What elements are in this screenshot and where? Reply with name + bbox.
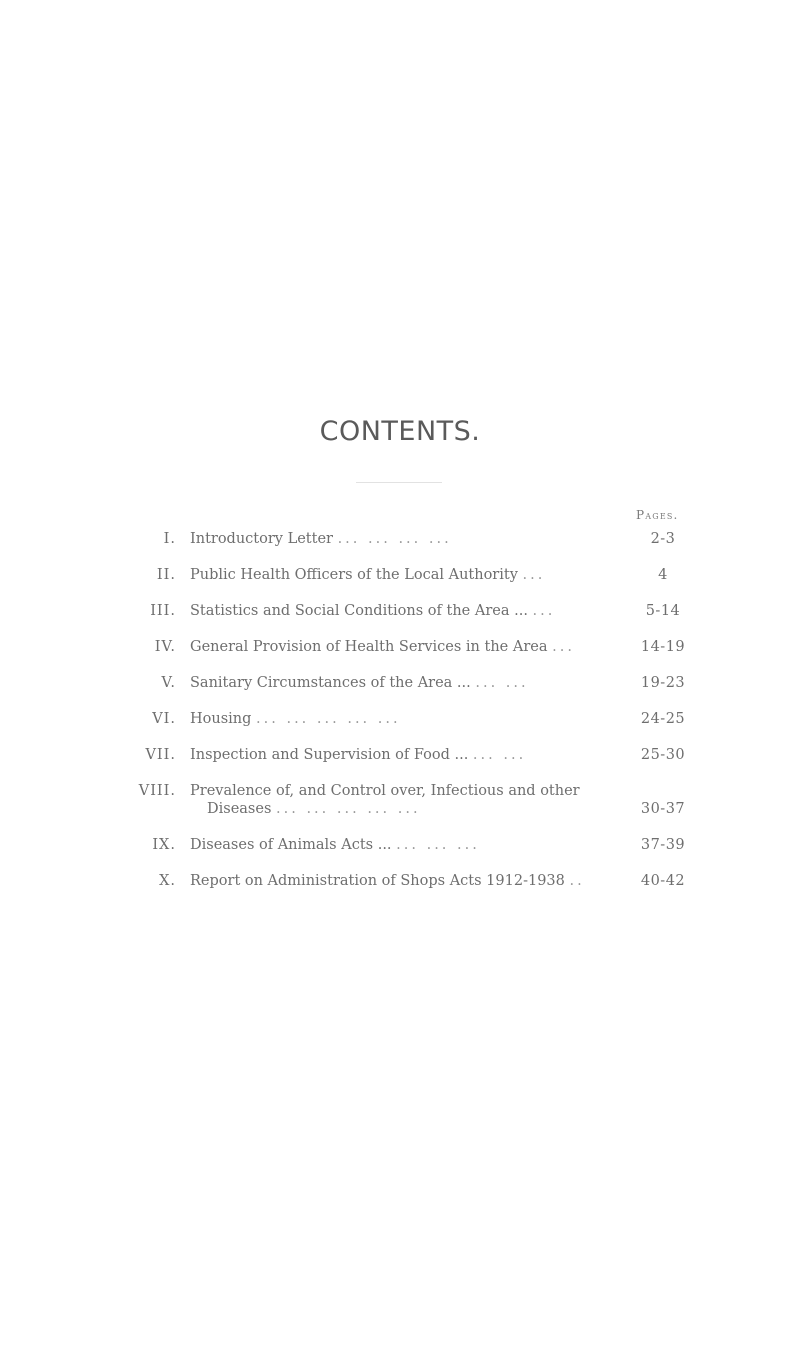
section-number: IV.	[154, 639, 176, 655]
page-range: 24-25	[640, 711, 686, 727]
section-title: Public Health Officers of the Local Authority ...	[190, 567, 546, 583]
section-title: Report on Administration of Shops Acts 1912-1938 ..	[190, 873, 585, 889]
page-range: 14-19	[640, 639, 686, 655]
leader-dots: ...	[522, 567, 546, 583]
toc-entry	[0, 638, 800, 674]
toc-entry	[0, 674, 800, 710]
page-range: 2-3	[650, 531, 676, 547]
toc-entry	[0, 530, 800, 566]
toc-entry	[0, 710, 800, 746]
section-number: VII.	[145, 747, 176, 763]
section-number: I.	[163, 531, 176, 547]
toc-entry	[0, 782, 800, 836]
section-number: VIII.	[138, 783, 176, 799]
section-title: Housing ... ... ... ... ...	[190, 711, 401, 727]
toc-entry	[0, 566, 800, 602]
page-range: 30-37	[640, 801, 686, 817]
section-number: VI.	[152, 711, 176, 727]
section-title: Prevalence of, and Control over, Infectious and other Diseases ... ... ... ... ...	[190, 783, 580, 817]
leader-dots: ... ... ... ...	[337, 531, 452, 547]
leader-dots: ...	[532, 603, 556, 619]
section-number: V.	[161, 675, 176, 691]
toc-entry	[0, 836, 800, 872]
leader-dots: ...	[552, 639, 575, 655]
section-title: Statistics and Social Conditions of the Area ... ...	[190, 603, 556, 619]
leader-dots: ... ...	[472, 747, 527, 763]
table-of-contents	[0, 530, 800, 908]
toc-entry	[0, 872, 800, 908]
toc-entry	[0, 602, 800, 638]
section-number: III.	[150, 603, 176, 619]
leader-dots: ... ... ...	[396, 837, 480, 853]
leader-dots: ... ...	[475, 675, 529, 691]
leader-dots: ... ... ... ... ...	[256, 711, 401, 727]
page-range: 4	[658, 567, 668, 583]
page-range: 25-30	[640, 747, 686, 763]
section-title: General Provision of Health Services in the Area ...	[190, 639, 575, 655]
section-title: Sanitary Circumstances of the Area ... ... ...	[190, 675, 529, 691]
page-range: 40-42	[640, 873, 686, 889]
section-title: Inspection and Supervision of Food ... ... ...	[190, 747, 527, 763]
page-title: CONTENTS.	[319, 416, 481, 447]
section-number: X.	[159, 873, 176, 889]
page-range: 19-23	[640, 675, 686, 691]
section-number: IX.	[152, 837, 176, 853]
section-number: II.	[156, 567, 176, 583]
pages-column-header: Pages.	[636, 508, 679, 522]
title-divider	[356, 482, 442, 483]
page-range: 5-14	[645, 603, 681, 619]
leader-dots: ..	[569, 873, 585, 889]
toc-entry	[0, 746, 800, 782]
leader-dots: ... ... ... ... ...	[276, 801, 421, 817]
section-title: Introductory Letter ... ... ... ...	[190, 531, 452, 547]
page-range: 37-39	[640, 837, 686, 853]
section-title: Diseases of Animals Acts ... ... ... ...	[190, 837, 480, 853]
